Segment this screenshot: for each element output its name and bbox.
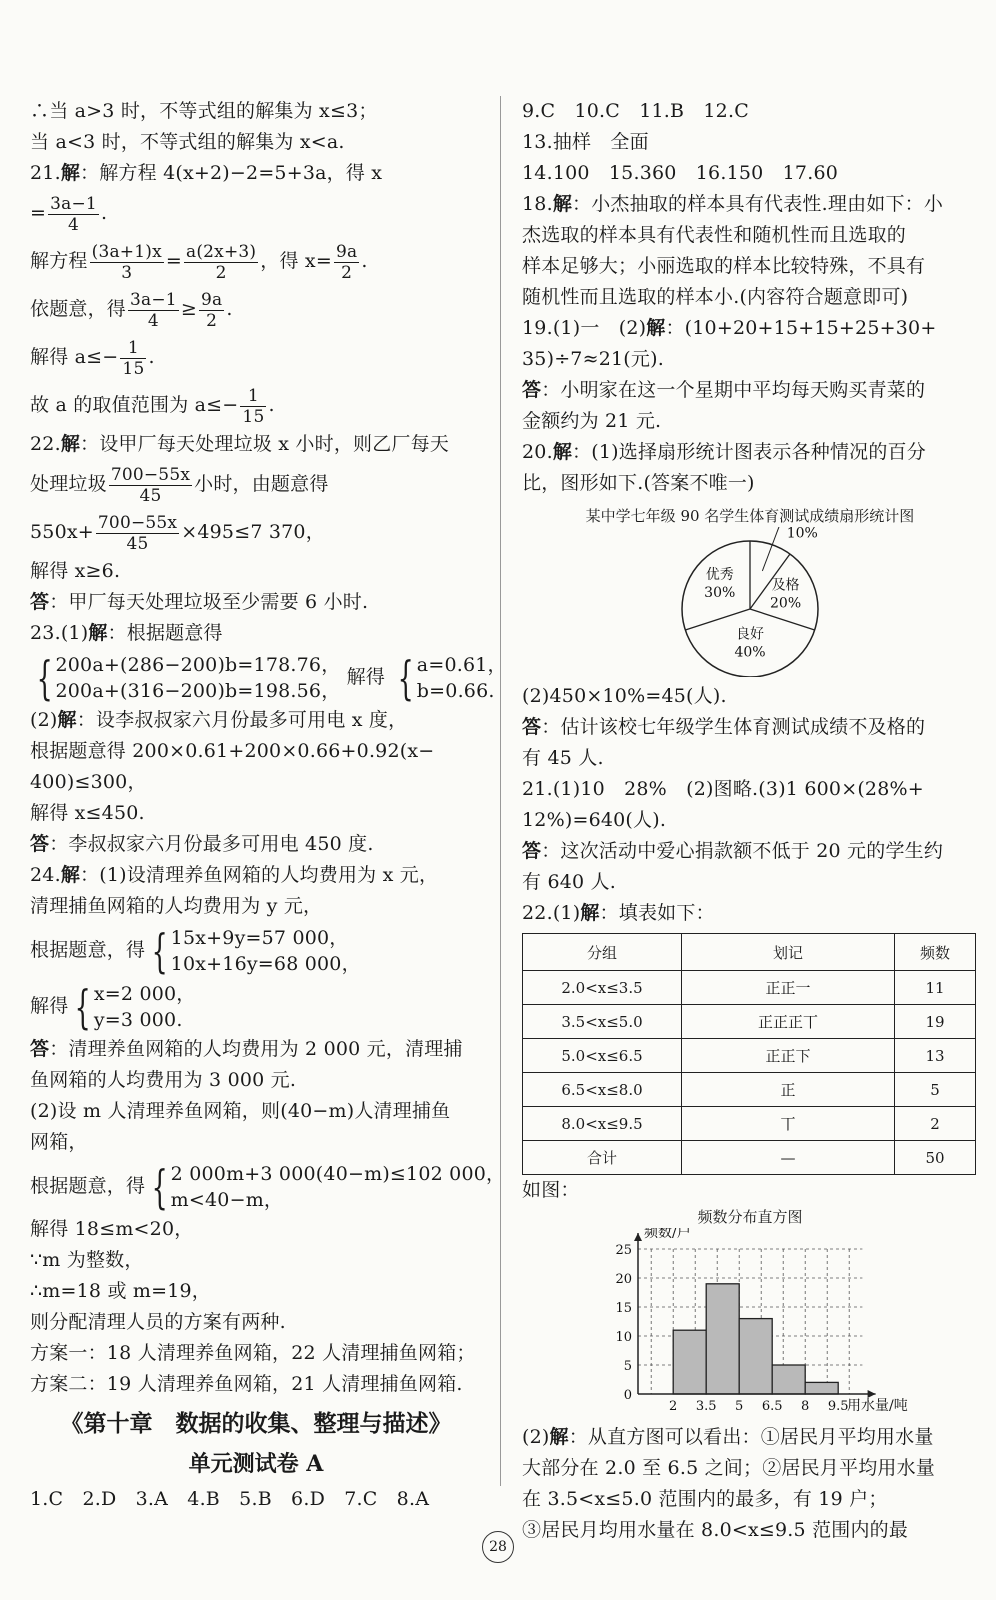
equation: a=0.61， — [416, 654, 507, 676]
fraction-denominator: 45 — [126, 533, 149, 554]
table-cell: 11 — [895, 971, 976, 1005]
solution-label: 解 — [60, 162, 81, 184]
fraction — [90, 242, 164, 283]
table-row — [523, 1107, 976, 1141]
x-axis-arrow — [868, 1390, 876, 1398]
left-brace: { — [397, 651, 415, 705]
fraction-numerator: (3a+1)x — [91, 241, 162, 262]
pie-slice-value: 10% — [786, 527, 818, 542]
table-row — [523, 1005, 976, 1039]
x-tick-label: 9.5 — [827, 1399, 849, 1414]
pie-chart — [522, 527, 978, 677]
y-tick-label: 5 — [623, 1359, 632, 1374]
table-cell: 丅 — [682, 1107, 895, 1141]
answer-label: 答 — [30, 1038, 50, 1060]
text-span: ：解方程 4(x+2)−2=5+3a，得 x — [80, 162, 383, 184]
table-cell: 13 — [895, 1039, 976, 1073]
fraction-denominator: 3 — [121, 262, 133, 283]
answer-line — [30, 587, 482, 618]
table-cell: 2.0<x≤3.5 — [523, 971, 682, 1005]
fraction-numerator: a(2x+3) — [186, 241, 257, 262]
y-tick-label: 20 — [615, 1272, 632, 1287]
text-line: (2)450×10%=45(人). — [522, 685, 727, 707]
fraction-denominator: 4 — [68, 214, 80, 235]
histogram-bar — [706, 1284, 739, 1394]
problem-22-stats — [522, 898, 978, 929]
table-header-cell: 划记 — [682, 934, 895, 971]
text-line: 鱼网箱的人均费用为 3 000 元. — [30, 1069, 297, 1091]
answer-line — [522, 375, 978, 406]
right-column — [522, 96, 978, 1546]
answer-line — [30, 1034, 482, 1065]
solution-label: 解 — [580, 902, 600, 924]
answer-label: 答 — [522, 716, 542, 738]
table-cell: 正 — [682, 1073, 895, 1107]
text-line: 杰选取的样本具有代表性和随机性而且选取的 — [522, 224, 907, 246]
text-span: 解方程 — [30, 250, 88, 272]
pie-slice-value: 40% — [734, 644, 766, 661]
text-span: ：设李叔叔家六月份最多可用电 x 度， — [76, 709, 408, 731]
answer-key-line: 1.C 2.D 3.A 4.B 5.B 6.D 7.C 8.A — [30, 1488, 430, 1510]
y-tick-label: 15 — [615, 1301, 632, 1316]
left-brace: { — [151, 1160, 169, 1214]
text-span: ：这次活动中爱心捐款额不低于 20 元的学生约 — [541, 840, 944, 862]
table-cell: 正正正丅 — [682, 1005, 895, 1039]
pie-slice-label: 良好 — [736, 626, 764, 643]
fraction — [128, 290, 179, 331]
text-line: 比，图形如下.(答案不唯一) — [522, 472, 755, 494]
text-span: ：估计该校七年级学生体育测试成绩不及格的 — [541, 716, 926, 738]
text-span: 处理垃圾 — [30, 473, 107, 495]
text-span: 解得 — [346, 666, 386, 688]
equation: 15x+9y=57 000， — [170, 927, 349, 949]
fraction-numerator: 9a — [200, 289, 223, 310]
text-line: ∵m 为整数， — [30, 1249, 144, 1271]
column-divider — [500, 96, 501, 1486]
text-span: = — [30, 202, 47, 224]
left-column — [30, 96, 507, 1515]
fraction-denominator: 45 — [139, 485, 162, 506]
text-line: ∴当 a>3 时，不等式组的解集为 x≤3； — [30, 100, 378, 122]
x-tick-label: 8 — [801, 1399, 810, 1414]
pie-slice-label: 优秀 — [705, 567, 734, 584]
solution-label: 解 — [57, 709, 77, 731]
text-line: 12%)=640(人). — [522, 809, 667, 831]
y-tick-label: 10 — [615, 1330, 632, 1345]
text-line: 在 3.5<x≤5.0 范围内的最多，有 19 户； — [522, 1488, 888, 1510]
text-span: 解得 — [30, 995, 69, 1017]
solution-label: 解 — [88, 622, 108, 644]
equation-system — [391, 652, 506, 704]
text-line: 根据题意得 200×0.61+200×0.66+0.92(x− — [30, 740, 435, 762]
table-cell: 6.5<x≤8.0 — [523, 1073, 682, 1107]
histogram-bar — [772, 1365, 805, 1394]
text-span: ×495≤7 370， — [181, 521, 325, 543]
text-line — [30, 381, 482, 429]
fraction-numerator: 9a — [335, 241, 358, 262]
text-span: 依题意，得 — [30, 298, 127, 320]
text-span: (2) — [30, 709, 58, 731]
table-cell: 正正下 — [682, 1039, 895, 1073]
histogram-title: 频数分布直方图 — [697, 1208, 803, 1226]
solution-label: 解 — [552, 441, 573, 463]
answer-key-line: 14.100 15.360 16.150 17.60 — [522, 162, 839, 184]
table-header-cell: 分组 — [523, 934, 682, 971]
text-span: ：(1)选择扇形统计图表示各种情况的百分 — [572, 441, 926, 463]
text-span: ，得 x= — [260, 250, 332, 272]
problem-number: 20. — [522, 441, 553, 463]
answer-key-line: 13.抽样 全面 — [522, 131, 649, 153]
equation-system — [30, 652, 340, 704]
solution-label: 解 — [646, 317, 666, 339]
table-header-row — [523, 934, 976, 971]
text-span: ：甲厂每天处理垃圾至少需要 6 小时. — [49, 591, 369, 613]
equation-system — [145, 1161, 505, 1213]
problem-number: 23.(1) — [30, 622, 89, 644]
text-line: 当 a<3 时，不等式组的解集为 x<a. — [30, 131, 345, 153]
equation: x=2 000， — [93, 983, 196, 1005]
x-tick-label: 5 — [735, 1399, 744, 1414]
equation-system-line — [30, 978, 482, 1034]
text-line: 有 640 人. — [522, 871, 616, 893]
problem-23 — [30, 618, 482, 649]
text-line — [30, 705, 482, 736]
problem-number: 22. — [30, 433, 61, 455]
fraction — [48, 194, 99, 235]
equation: b=0.66. — [416, 680, 495, 702]
text-line: 随机性而且选取的样本小.(内容符合题意即可) — [522, 286, 909, 308]
table-cell: 3.5<x≤5.0 — [523, 1005, 682, 1039]
text-span: 19.(1)一 (2) — [522, 317, 647, 339]
table-cell: — — [682, 1141, 895, 1175]
text-line — [30, 333, 482, 381]
answer-label: 答 — [522, 840, 542, 862]
equation-system-line — [30, 649, 507, 705]
answer-line — [30, 829, 482, 860]
problem-18 — [522, 189, 978, 220]
text-span: ≥ — [180, 298, 197, 320]
fraction — [240, 386, 266, 427]
text-span: . — [148, 346, 155, 368]
text-line: 解得 x≥6. — [30, 560, 121, 582]
chapter-subtitle: 单元测试卷 A — [188, 1451, 324, 1477]
y-tick-label: 0 — [623, 1388, 632, 1403]
answer-key-line: 9.C 10.C 11.B 12.C — [522, 100, 749, 122]
equation-system — [68, 981, 195, 1033]
answer-line — [522, 836, 978, 867]
text-span: . — [100, 202, 108, 224]
text-line: 清理捕鱼网箱的人均费用为 y 元， — [30, 895, 323, 917]
fraction-numerator: 700−55x — [97, 512, 178, 533]
text-span: 解得 a≤− — [30, 346, 119, 368]
left-brace: { — [151, 924, 169, 978]
text-line — [30, 189, 482, 237]
text-span: ：小杰抽取的样本具有代表性.理由如下：小 — [572, 193, 944, 215]
text-span: ：小明家在这一个星期中平均每天购买青菜的 — [541, 379, 926, 401]
equation-lines — [94, 981, 196, 1033]
text-span: 根据题意，得 — [30, 1175, 146, 1197]
fraction-denominator: 2 — [215, 262, 227, 283]
solution-label: 解 — [552, 193, 573, 215]
text-line: 400)≤300， — [30, 771, 147, 793]
chapter-title: 《第十章 数据的收集、整理与描述》 — [60, 1410, 452, 1437]
equation-system-line — [30, 1158, 506, 1214]
problem-21 — [30, 158, 482, 189]
text-span: ：(1)设清理养鱼网箱的人均费用为 x 元， — [80, 864, 439, 886]
fraction — [199, 290, 224, 331]
fraction — [184, 242, 258, 283]
fraction — [96, 513, 179, 554]
text-span: (2) — [522, 1426, 550, 1448]
equation-system-line — [30, 922, 482, 978]
answer-label: 答 — [30, 833, 50, 855]
equation: 200a+(316−200)b=198.56， — [55, 680, 341, 702]
fraction — [109, 465, 192, 506]
text-line: 方案一：18 人清理养鱼网箱，22 人清理捕鱼网箱； — [30, 1342, 476, 1364]
text-line — [30, 508, 482, 556]
x-tick-label: 3.5 — [695, 1399, 717, 1414]
table-cell: 合计 — [523, 1141, 682, 1175]
problem-number: 24. — [30, 864, 61, 886]
y-axis-arrow — [634, 1233, 642, 1241]
fraction-denominator: 2 — [206, 310, 218, 331]
table-cell: 8.0<x≤9.5 — [523, 1107, 682, 1141]
fraction — [120, 338, 146, 379]
text-span: ：清理养鱼网箱的人均费用为 2 000 元，清理捕 — [49, 1038, 463, 1060]
equation-system — [145, 925, 361, 977]
histogram-bar — [805, 1382, 838, 1394]
table-row — [523, 1141, 976, 1175]
table-cell: 5 — [895, 1073, 976, 1107]
text-span: ：设甲厂每天处理垃圾 x 小时，则乙厂每天 — [80, 433, 450, 455]
text-line: ∴m=18 或 m=19， — [30, 1280, 211, 1302]
table-header-cell: 频数 — [895, 934, 976, 971]
equation: 10x+16y=68 000， — [170, 953, 361, 975]
text-line: (2)设 m 人清理养鱼网箱，则(40−m)人清理捕鱼 — [30, 1100, 451, 1122]
histogram-chart — [522, 1228, 978, 1418]
table-cell: 5.0<x≤6.5 — [523, 1039, 682, 1073]
text-line: 大部分在 2.0 至 6.5 之间；②居民月平均用水量 — [522, 1457, 935, 1479]
text-span: 故 a 的取值范围为 a≤− — [30, 394, 239, 416]
equation: y=3 000. — [93, 1009, 183, 1031]
solution-label: 解 — [60, 864, 81, 886]
text-line — [30, 285, 482, 333]
left-brace: { — [75, 980, 92, 1034]
fraction-numerator: 1 — [120, 338, 146, 359]
text-line: 如图： — [522, 1179, 580, 1201]
text-span: . — [361, 250, 368, 272]
text-line: 有 45 人. — [522, 747, 604, 769]
frequency-table — [522, 933, 976, 1175]
problem-number: 18. — [522, 193, 553, 215]
pie-chart-title: 某中学七年级 90 名学生体育测试成绩扇形统计图 — [585, 507, 915, 525]
text-span: 根据题意，得 — [30, 939, 146, 961]
equation-lines — [55, 652, 340, 704]
fraction-denominator: 2 — [341, 262, 353, 283]
pie-leader-line — [762, 527, 780, 571]
table-cell: 19 — [895, 1005, 976, 1039]
text-span: ：李叔叔家六月份最多可用电 450 度. — [49, 833, 374, 855]
x-tick-label: 2 — [669, 1399, 678, 1414]
text-span: ：从直方图可以看出：①居民月平均用水量 — [568, 1426, 934, 1448]
table-row — [523, 1073, 976, 1107]
text-span: ：填表如下： — [599, 902, 715, 924]
text-line — [30, 460, 482, 508]
text-line — [30, 237, 482, 285]
solution-label: 解 — [549, 1426, 569, 1448]
equation-lines — [171, 925, 361, 977]
text-line: 解得 x≤450. — [30, 802, 145, 824]
text-line — [522, 1422, 978, 1453]
text-line: 样本足够大；小丽选取的样本比较特殊，不具有 — [522, 255, 926, 277]
text-span: . — [226, 298, 233, 320]
text-line: 35)÷7≈21(元). — [522, 348, 664, 370]
histogram-bar — [739, 1319, 772, 1394]
fraction-numerator: 3a−1 — [50, 193, 97, 214]
equation-lines — [417, 652, 507, 704]
problem-22 — [30, 429, 482, 460]
problem-21-stats: 21.(1)10 28% (2)图略.(3)1 600×(28%+ — [522, 778, 924, 800]
table-row — [523, 971, 976, 1005]
problem-20 — [522, 437, 978, 468]
text-span: 22.(1) — [522, 902, 581, 924]
problem-19 — [522, 313, 978, 344]
equation: m<40−m， — [170, 1189, 284, 1211]
fraction-numerator: 3a−1 — [130, 289, 177, 310]
text-line: 解得 18≤m<20， — [30, 1218, 194, 1240]
table-cell: 50 — [895, 1141, 976, 1175]
answer-line — [522, 712, 978, 743]
fraction-numerator: 1 — [240, 386, 266, 407]
table-cell: 正正一 — [682, 971, 895, 1005]
fraction-numerator: 700−55x — [110, 464, 191, 485]
answer-label: 答 — [30, 591, 50, 613]
text-span: ：(10+20+15+15+25+30+ — [665, 317, 937, 339]
text-span: 小时，由题意得 — [194, 473, 329, 495]
left-brace: { — [36, 651, 53, 705]
answer-label: 答 — [522, 379, 542, 401]
problem-24 — [30, 860, 482, 891]
text-span: ：根据题意得 — [107, 622, 223, 644]
text-line: 方案二：19 人清理养鱼网箱，21 人清理捕鱼网箱. — [30, 1373, 463, 1395]
pie-slice-label: 及格 — [771, 577, 800, 594]
text-line: 网箱， — [30, 1131, 88, 1153]
text-span: 550x+ — [30, 521, 94, 543]
pie-slice-value: 30% — [704, 585, 736, 602]
text-line: 金额约为 21 元. — [522, 410, 662, 432]
histogram-bar — [673, 1330, 706, 1394]
equation: 2 000m+3 000(40−m)≤102 000， — [170, 1163, 506, 1185]
text-line: ③居民月均用水量在 8.0<x≤9.5 范围内的最 — [522, 1519, 909, 1541]
x-tick-label: 6.5 — [761, 1399, 783, 1414]
page-number: 28 — [482, 1531, 514, 1563]
equation-lines — [171, 1161, 506, 1213]
text-line: 则分配清理人员的方案有两种. — [30, 1311, 286, 1333]
fraction-denominator: 4 — [147, 310, 159, 331]
fraction-denominator: 15 — [122, 358, 145, 379]
x-axis-label: 用水量/吨 — [847, 1398, 908, 1414]
text-span: . — [268, 394, 275, 416]
solution-label: 解 — [60, 433, 81, 455]
table-cell: 2 — [895, 1107, 976, 1141]
pie-slice-value: 20% — [770, 595, 802, 612]
fraction — [334, 242, 359, 283]
y-axis-label: 频数/户 — [644, 1228, 691, 1241]
equation: 200a+(286−200)b=178.76， — [55, 654, 341, 676]
table-row — [523, 1039, 976, 1073]
fraction-denominator: 15 — [242, 406, 265, 427]
problem-number: 21. — [30, 162, 61, 184]
text-span: = — [165, 250, 182, 272]
y-tick-label: 25 — [615, 1243, 632, 1258]
